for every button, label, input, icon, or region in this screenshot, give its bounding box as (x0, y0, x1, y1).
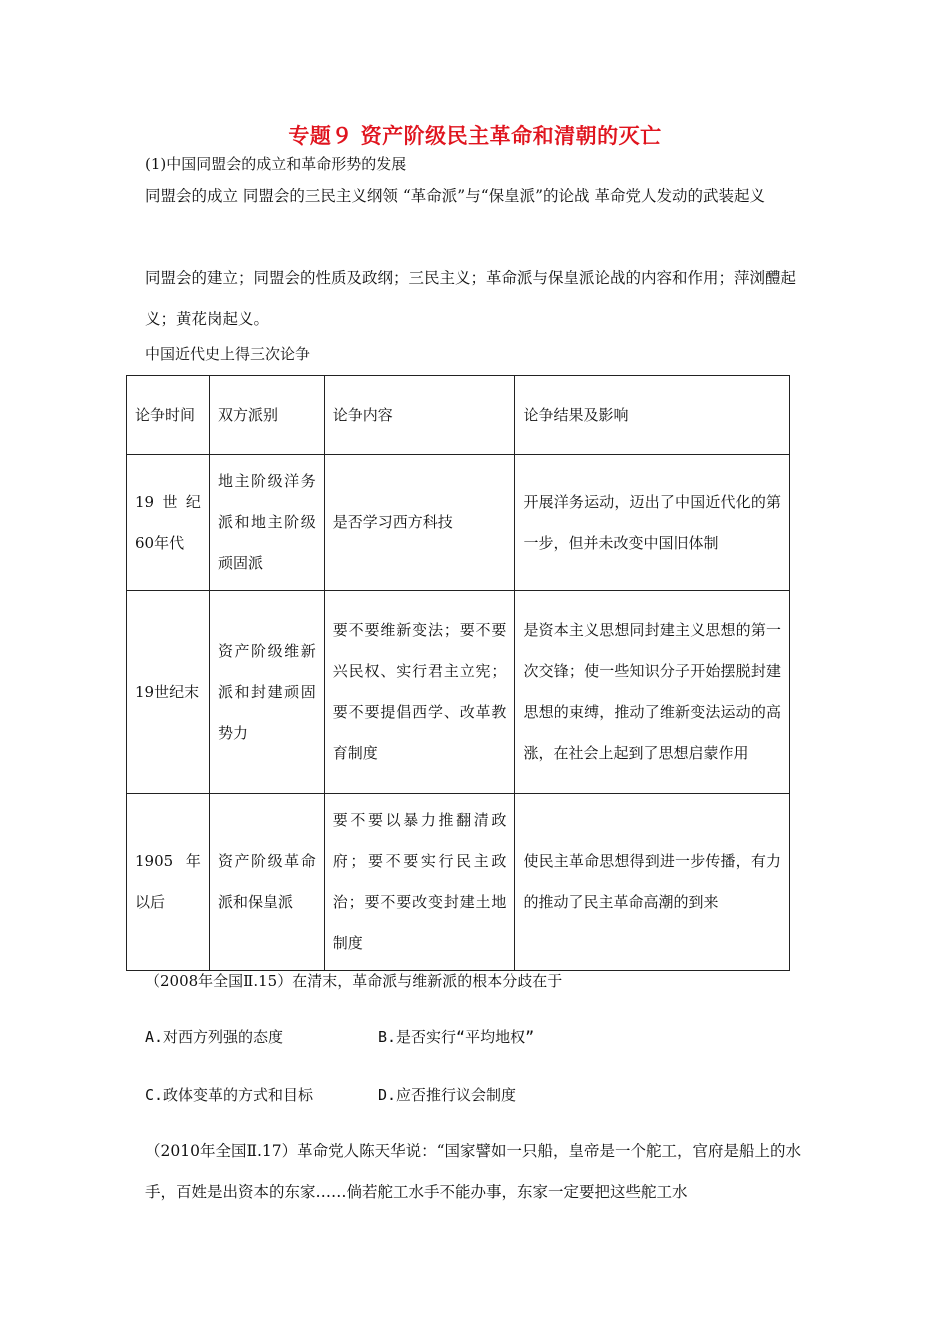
page-title: 专题９ 资产阶级民主革命和清朝的灭亡 (288, 124, 662, 148)
question1-option-a: A.对西方列强的态度 (145, 1028, 284, 1046)
header-result: 论争结果及影响 (515, 376, 790, 455)
cell-content: 要不要维新变法；要不要兴民权、实行君主立宪；要不要提倡西学、改革教育制度 (324, 591, 515, 794)
cell-parties: 地主阶级洋务派和地主阶级顽固派 (209, 455, 324, 591)
cell-parties: 资产阶级维新派和封建顽固势力 (209, 591, 324, 794)
table-header-row (127, 376, 790, 455)
table-row (127, 794, 790, 971)
header-time: 论争时间 (127, 376, 210, 455)
header-content: 论争内容 (324, 376, 515, 455)
question1-stem: （2008年全国Ⅱ.15）在清末，革命派与维新派的根本分歧在于 (145, 972, 563, 990)
cell-content: 是否学习西方科技 (324, 455, 515, 591)
section-heading: (1)中国同盟会的成立和革命形势的发展 (145, 155, 407, 173)
cell-time: 1905 年以后 (127, 794, 210, 971)
question2-stem: （2010年全国Ⅱ.17）革命党人陈天华说：“国家譬如一只船，皇帝是一个舵工，官府是船上的水手，百姓是出资本的东家……倘若舵工水手不能办事，东家一定要把这些舵工水 (145, 1142, 802, 1201)
cell-time: 19世纪60年代 (127, 455, 210, 591)
table-row (127, 591, 790, 794)
cell-result: 使民主革命思想得到进一步传播，有力的推动了民主革命高潮的到来 (515, 794, 790, 971)
table-caption: 中国近代史上得三次论争 (145, 345, 311, 363)
header-parties: 双方派别 (209, 376, 324, 455)
debate-comparison-table (126, 375, 790, 971)
question1-option-b: B.是否实行“平均地权” (378, 1028, 535, 1046)
cell-time: 19世纪末 (127, 591, 210, 794)
question1-option-c: C.政体变革的方式和目标 (145, 1086, 314, 1104)
section-topics: 同盟会的成立 同盟会的三民主义纲领 “革命派”与“保皇派”的论战 革命党人发动的武装起义 (145, 187, 765, 205)
cell-parties: 资产阶级革命派和保皇派 (209, 794, 324, 971)
cell-result: 开展洋务运动，迈出了中国近代化的第一步，但并未改变中国旧体制 (515, 455, 790, 591)
table-row (127, 455, 790, 591)
section-key-points: 同盟会的建立；同盟会的性质及政纲；三民主义；革命派与保皇派论战的内容和作用；萍浏醴起义；黄花岗起义。 (145, 269, 797, 328)
question1-option-d: D.应否推行议会制度 (378, 1086, 517, 1104)
cell-content: 要不要以暴力推翻清政府；要不要实行民主政治；要不要改变封建土地制度 (324, 794, 515, 971)
cell-result: 是资本主义思想同封建主义思想的第一次交锋；使一些知识分子开始摆脱封建思想的束缚，推动了维新变法运动的高涨，在社会上起到了思想启蒙作用 (515, 591, 790, 794)
